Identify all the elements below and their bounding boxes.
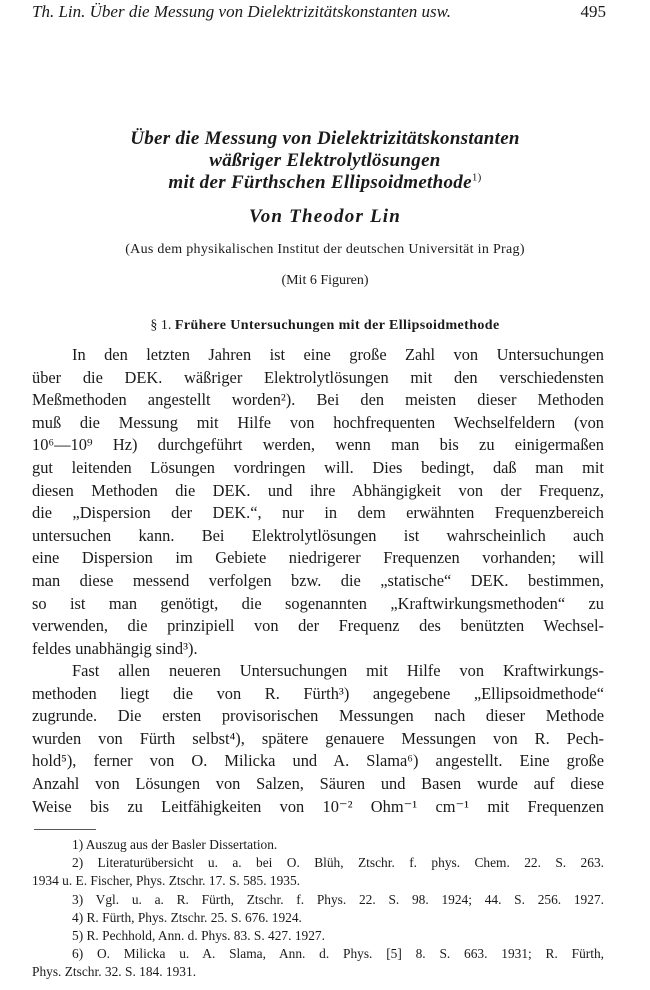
text-line: diesen Methoden die DEK. und ihre Abhängigkeit von der Frequenz, — [32, 480, 604, 500]
title-line-1: Über die Messung von Dielektrizitätskonstanten — [130, 128, 520, 149]
text-line: In den letzten Jahren ist eine große Zahl von Untersuchungen — [72, 345, 604, 364]
section-number: § 1. — [150, 318, 172, 333]
footnote: 1) Auszug aus der Basler Dissertation. — [72, 837, 278, 852]
footnote: 5) R. Pechhold, Ann. d. Phys. 83. S. 427. 1927. — [72, 927, 325, 943]
author-line: Von Theodor Lin — [248, 206, 402, 227]
figures-note: (Mit 6 Figuren) — [281, 273, 369, 288]
text-line: die „Dispersion der DEK.“, nur in dem erwähnten Frequenzbereich — [32, 503, 604, 523]
footnote-divider — [34, 829, 96, 830]
paragraph-1 — [32, 344, 604, 660]
text-line: feldes unabhängig sind³). — [32, 638, 198, 658]
footnote: 6) O. Milicka u. A. Slama, Ann. d. Phys. [5] 8. S. 663. 1931; R. Fürth, — [72, 946, 604, 962]
text-line: zugrunde. Die ersten provisorischen Messungen nach dieser Methode — [32, 706, 604, 726]
footnotes — [32, 836, 604, 982]
running-head-title: Th. Lin. Über die Messung von Dielektrizitätskonstanten usw. — [32, 2, 451, 21]
text-line: hold⁵), ferner von O. Milicka und A. Slama⁶) angestellt. Eine große — [32, 751, 604, 771]
footnote: Phys. Ztschr. 32. S. 184. 1931. — [32, 964, 197, 980]
text-line: untersuchen kann. Bei Elektrolytlösungen ist wahrscheinlich auch — [32, 525, 604, 545]
text-line: Anzahl von Lösungen von Salzen, Säuren und Basen wurde auf diese — [32, 773, 604, 793]
section-heading — [0, 318, 650, 334]
footnote: 1934 u. E. Fischer, Phys. Ztschr. 17. S. 585. 1935. — [32, 873, 301, 889]
text-line: gut leitenden Lösungen vordringen will. Dies bedingt, daß man mit — [32, 457, 604, 477]
text-line: man diese messend verfolgen bzw. die „statische“ DEK. bestimmen, — [32, 570, 604, 590]
footnote: 2) Literaturübersicht u. a. bei O. Blüh, Ztschr. f. phys. Chem. 22. S. 263. — [72, 855, 604, 871]
running-head — [32, 2, 606, 24]
title-footnote-mark: 1) — [471, 171, 482, 184]
title-line-3 — [40, 172, 610, 194]
page-number: 495 — [580, 2, 606, 21]
title-line-3-text: mit der Fürthschen Ellipsoidmethode — [168, 172, 472, 193]
text-line: Meßmethoden angestellt worden²). Bei den meisten dieser Methoden — [32, 390, 604, 410]
footnote: 3) Vgl. u. a. R. Fürth, Ztschr. f. Phys. 22. S. 98. 1924; 44. S. 256. 1927. — [72, 891, 604, 907]
paragraph-2 — [32, 660, 604, 818]
text-line: so ist man genötigt, die sogenannten „Kraftwirkungsmethoden“ zu — [32, 593, 604, 613]
footnote: 4) R. Fürth, Phys. Ztschr. 25. S. 676. 1924. — [72, 909, 302, 925]
text-line: muß die Messung mit Hilfe von hochfrequenten Wechselfeldern (von — [32, 412, 604, 432]
text-line: verwenden, die prinzipiell von der Frequenz des benützten Wechsel- — [32, 616, 604, 636]
section-title: Frühere Untersuchungen mit der Ellipsoidmethode — [174, 318, 500, 333]
text-line: Weise bis zu Leitfähigkeiten von 10⁻² Ohm⁻¹ cm⁻¹ mit Frequenzen — [32, 796, 604, 816]
text-line: eine Dispersion im Gebiete niedrigerer Frequenzen vorhanden; will — [32, 548, 604, 568]
text-line: über die DEK. wäßriger Elektrolytlösungen mit den verschiedensten — [32, 367, 604, 387]
text-line: methoden liegt die von R. Fürth³) angegebene „Ellipsoidmethode“ — [32, 683, 604, 703]
text-line: 10⁶—10⁹ Hz) durchgeführt werden, wenn man bis zu einigermaßen — [32, 435, 604, 455]
affiliation: (Aus dem physikalischen Institut der deutschen Universität in Prag) — [125, 242, 525, 257]
text-line: wurden von Fürth selbst⁴), spätere genauere Messungen von R. Pech- — [32, 728, 604, 748]
title-line-2: wäßriger Elektrolytlösungen — [209, 150, 441, 171]
text-line: Fast allen neueren Untersuchungen mit Hilfe von Kraftwirkungs- — [72, 661, 604, 680]
article-title — [40, 128, 610, 194]
